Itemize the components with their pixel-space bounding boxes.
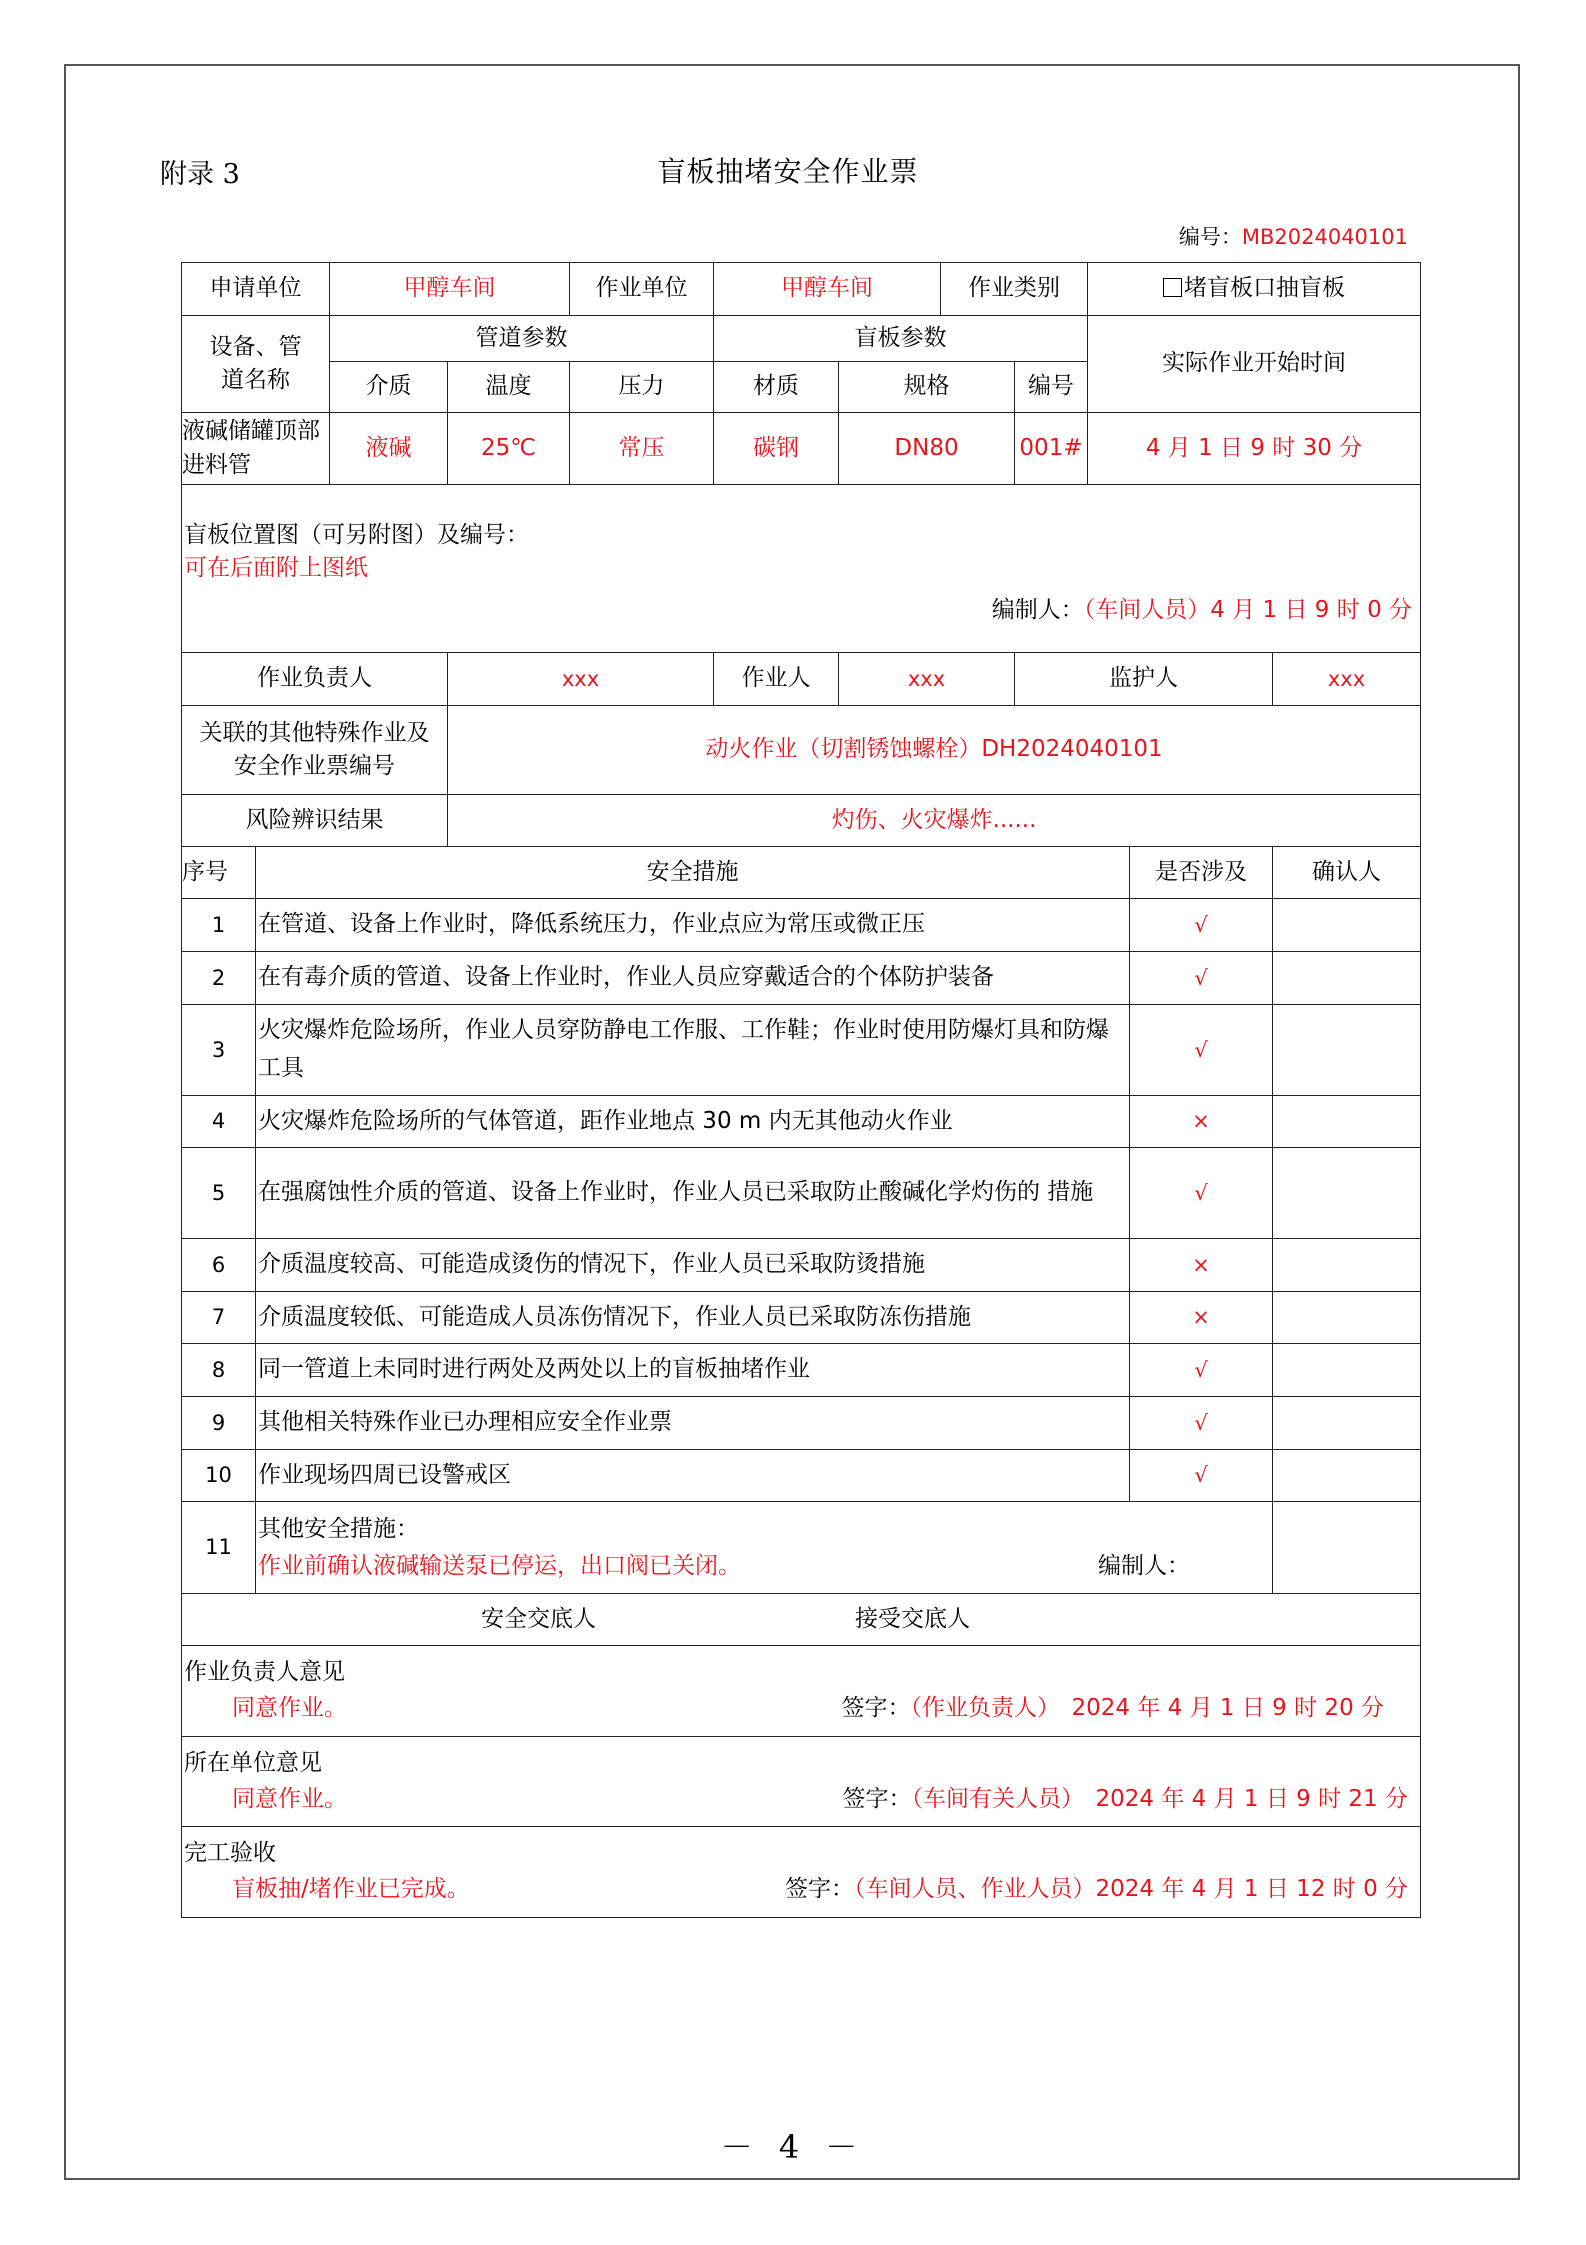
measures-involved-header: 是否涉及 bbox=[1130, 847, 1273, 899]
measure-no: 4 bbox=[182, 1096, 256, 1148]
leader-sign bbox=[842, 1691, 1419, 1727]
leader-value: xxx bbox=[448, 653, 714, 706]
row-people bbox=[182, 653, 1421, 706]
measure-no: 7 bbox=[182, 1292, 256, 1344]
spec-label: 规格 bbox=[839, 362, 1015, 413]
work-type-label: 作业类别 bbox=[941, 263, 1088, 316]
row-handover bbox=[182, 1594, 1421, 1646]
finish-value: 盲板抽/堵作业已完成。 bbox=[232, 1876, 470, 1902]
other-line bbox=[258, 1548, 1270, 1585]
material-value: 碳钢 bbox=[714, 413, 839, 485]
measure-no: 5 bbox=[182, 1148, 256, 1239]
material-label: 材质 bbox=[714, 362, 839, 413]
related-label: 关联的其他特殊作业及安全作业票编号 bbox=[182, 706, 448, 795]
other-label: 其他安全措施： bbox=[258, 1515, 419, 1542]
apply-unit-label: 申请单位 bbox=[182, 263, 330, 316]
finish-label: 完工验收 bbox=[184, 1840, 276, 1867]
number-label: 编号 bbox=[1015, 362, 1088, 413]
measure-no: 9 bbox=[182, 1397, 256, 1450]
start-time-value: 4 月 1 日 9 时 30 分 bbox=[1088, 413, 1421, 485]
table-row bbox=[182, 952, 1421, 1005]
document-title-text: 盲板抽堵安全作业票 bbox=[657, 155, 919, 188]
diagram-author-label: 编制人： bbox=[991, 596, 1084, 623]
measure-no: 10 bbox=[182, 1450, 256, 1502]
row-param-values bbox=[182, 413, 1421, 485]
measure-confirmer[interactable] bbox=[1273, 1239, 1421, 1292]
measure-confirmer[interactable] bbox=[1273, 1096, 1421, 1148]
apply-unit-value: 甲醇车间 bbox=[330, 263, 570, 316]
risk-label: 风险辨识结果 bbox=[182, 795, 448, 847]
handover-cell bbox=[182, 1594, 1421, 1646]
measure-mark: × bbox=[1130, 1096, 1273, 1148]
unit-sign-label: 签字： bbox=[842, 1785, 912, 1812]
measure-mark: √ bbox=[1130, 1148, 1273, 1239]
row-leader-opinion bbox=[182, 1646, 1421, 1737]
measure-confirmer[interactable] bbox=[1273, 1292, 1421, 1344]
other-cell bbox=[256, 1502, 1273, 1594]
measure-no: 1 bbox=[182, 899, 256, 952]
document-title bbox=[0, 150, 1586, 190]
unit-sign-value: （车间有关人员） 2024 年 4 月 1 日 9 时 21 分 bbox=[911, 1785, 1409, 1812]
work-type-opt2: 口抽盲板 bbox=[1253, 275, 1346, 302]
measure-text: 介质温度较低、可能造成人员冻伤情况下，作业人员已采取防冻伤措施 bbox=[256, 1292, 1130, 1344]
unit-opinion-cell bbox=[182, 1737, 1421, 1827]
leader-sign-label: 签字： bbox=[841, 1695, 911, 1721]
leader-opinion-label: 作业负责人意见 bbox=[184, 1659, 345, 1686]
table-row bbox=[182, 899, 1421, 952]
finish-line bbox=[184, 1872, 1418, 1908]
table-row bbox=[182, 1148, 1421, 1239]
measure-no: 6 bbox=[182, 1239, 256, 1292]
serial-number bbox=[1179, 221, 1408, 251]
measure-mark: √ bbox=[1130, 1005, 1273, 1096]
other-value: 作业前确认液碱输送泵已停运，出口阀已关闭。 bbox=[258, 1552, 741, 1579]
temp-label: 温度 bbox=[448, 362, 570, 413]
measure-text: 在有毒介质的管道、设备上作业时，作业人员应穿戴适合的个体防护装备 bbox=[256, 952, 1130, 1005]
work-unit-label: 作业单位 bbox=[570, 263, 714, 316]
serial-value: MB2024040101 bbox=[1241, 225, 1408, 249]
finish-sign-label: 签字： bbox=[785, 1876, 855, 1902]
unit-opinion-line bbox=[184, 1782, 1418, 1818]
handover-receiver-label: 接受交底人 bbox=[855, 1605, 970, 1632]
table-row bbox=[182, 1292, 1421, 1344]
row-diagram bbox=[182, 485, 1421, 653]
work-unit-value: 甲醇车间 bbox=[714, 263, 941, 316]
diagram-cell bbox=[182, 485, 1421, 653]
measures-confirmer-header: 确认人 bbox=[1273, 847, 1421, 899]
leader-label: 作业负责人 bbox=[182, 653, 448, 706]
leader-opinion-value: 同意作业。 bbox=[232, 1695, 347, 1721]
start-time-label: 实际作业开始时间 bbox=[1088, 316, 1421, 413]
worker-value: xxx bbox=[839, 653, 1015, 706]
checkbox-icon[interactable] bbox=[1163, 278, 1182, 297]
row-finish bbox=[182, 1827, 1421, 1918]
diagram-label: 盲板位置图（可另附图）及编号： bbox=[184, 522, 529, 548]
row-other-measures bbox=[182, 1502, 1421, 1594]
measure-confirmer[interactable] bbox=[1273, 1344, 1421, 1397]
row-param-groups bbox=[182, 316, 1421, 362]
row-unit-opinion bbox=[182, 1737, 1421, 1827]
table-row bbox=[182, 1397, 1421, 1450]
measure-mark: × bbox=[1130, 1239, 1273, 1292]
work-permit-table bbox=[181, 262, 1421, 1918]
other-no: 11 bbox=[182, 1502, 256, 1594]
measure-confirmer[interactable] bbox=[1273, 1005, 1421, 1096]
measure-text: 火灾爆炸危险场所的气体管道，距作业地点 30 m 内无其他动火作业 bbox=[256, 1096, 1130, 1148]
leader-sign-value: （作业负责人） 2024 年 4 月 1 日 9 时 20 分 bbox=[910, 1695, 1385, 1721]
row-units bbox=[182, 263, 1421, 316]
number-value: 001# bbox=[1015, 413, 1088, 485]
measure-mark: √ bbox=[1130, 1344, 1273, 1397]
measure-text: 作业现场四周已设警戒区 bbox=[256, 1450, 1130, 1502]
leader-opinion-line bbox=[184, 1691, 1418, 1727]
row-related bbox=[182, 706, 1421, 795]
temp-value: 25℃ bbox=[448, 413, 570, 485]
diagram-note: 可在后面附上图纸 bbox=[184, 555, 368, 582]
table-row bbox=[182, 1239, 1421, 1292]
guardian-label: 监护人 bbox=[1015, 653, 1273, 706]
measures-no-header: 序号 bbox=[182, 847, 256, 899]
measure-mark: √ bbox=[1130, 1397, 1273, 1450]
unit-sign bbox=[843, 1782, 1419, 1818]
related-value: 动火作业（切割锈蚀螺栓）DH2024040101 bbox=[448, 706, 1421, 795]
table-row bbox=[182, 1005, 1421, 1096]
measure-confirmer[interactable] bbox=[1273, 899, 1421, 952]
row-measures-header bbox=[182, 847, 1421, 899]
risk-value: 灼伤、火灾爆炸...... bbox=[448, 795, 1421, 847]
finish-sign bbox=[785, 1872, 1418, 1908]
measure-mark: √ bbox=[1130, 1450, 1273, 1502]
medium-value: 液碱 bbox=[330, 413, 448, 485]
finish-sign-value: （车间人员、作业人员）2024 年 4 月 1 日 12 时 0 分 bbox=[854, 1876, 1409, 1902]
measure-text: 在强腐蚀性介质的管道、设备上作业时，作业人员已采取防止酸碱化学灼伤的 措施 bbox=[256, 1148, 1130, 1239]
measure-no: 3 bbox=[182, 1005, 256, 1096]
diagram-author bbox=[184, 594, 1418, 627]
unit-opinion-value: 同意作业。 bbox=[232, 1785, 347, 1812]
table-row bbox=[182, 1096, 1421, 1148]
measure-confirmer[interactable] bbox=[1273, 952, 1421, 1005]
measure-text: 同一管道上未同时进行两处及两处以上的盲板抽堵作业 bbox=[256, 1344, 1130, 1397]
leader-opinion-cell bbox=[182, 1646, 1421, 1737]
unit-opinion-label: 所在单位意见 bbox=[184, 1749, 322, 1776]
other-confirmer[interactable] bbox=[1273, 1502, 1421, 1594]
measure-confirmer[interactable] bbox=[1273, 1450, 1421, 1502]
equip-label: 设备、管道名称 bbox=[182, 316, 330, 413]
pressure-label: 压力 bbox=[570, 362, 714, 413]
guardian-value: xxx bbox=[1273, 653, 1421, 706]
table-row bbox=[182, 1344, 1421, 1397]
measure-no: 2 bbox=[182, 952, 256, 1005]
pressure-value: 常压 bbox=[570, 413, 714, 485]
work-type-options bbox=[1088, 263, 1421, 316]
measure-confirmer[interactable] bbox=[1273, 1397, 1421, 1450]
measure-text: 介质温度较高、可能造成烫伤的情况下，作业人员已采取防烫措施 bbox=[256, 1239, 1130, 1292]
measures-text-header: 安全措施 bbox=[256, 847, 1130, 899]
measure-text: 其他相关特殊作业已办理相应安全作业票 bbox=[256, 1397, 1130, 1450]
worker-label: 作业人 bbox=[714, 653, 839, 706]
measure-mark: × bbox=[1130, 1292, 1273, 1344]
diagram-author-value: （车间人员）4 月 1 日 9 时 0 分 bbox=[1083, 596, 1413, 623]
measure-confirmer[interactable] bbox=[1273, 1148, 1421, 1239]
equip-value: 液碱储罐顶部进料管 bbox=[182, 413, 330, 485]
table-row bbox=[182, 1450, 1421, 1502]
measure-mark: √ bbox=[1130, 899, 1273, 952]
page-number: － 4 － bbox=[720, 2128, 866, 2166]
finish-cell bbox=[182, 1827, 1421, 1918]
measure-no: 8 bbox=[182, 1344, 256, 1397]
other-author-label: 编制人： bbox=[1098, 1552, 1191, 1579]
measure-mark: √ bbox=[1130, 952, 1273, 1005]
work-type-opt1: 堵盲板 bbox=[1184, 275, 1254, 302]
medium-label: 介质 bbox=[330, 362, 448, 413]
measure-text: 在管道、设备上作业时，降低系统压力，作业点应为常压或微正压 bbox=[256, 899, 1130, 952]
appendix-label: 附录 3 bbox=[160, 159, 240, 190]
pipe-params-label: 管道参数 bbox=[330, 316, 714, 362]
row-risk bbox=[182, 795, 1421, 847]
measure-text: 火灾爆炸危险场所，作业人员穿防静电工作服、工作鞋；作业时使用防爆灯具和防爆工具 bbox=[256, 1005, 1130, 1096]
handover-giver-label: 安全交底人 bbox=[481, 1605, 596, 1632]
spec-value: DN80 bbox=[839, 413, 1015, 485]
serial-label: 编号： bbox=[1178, 225, 1242, 249]
blind-params-label: 盲板参数 bbox=[714, 316, 1088, 362]
